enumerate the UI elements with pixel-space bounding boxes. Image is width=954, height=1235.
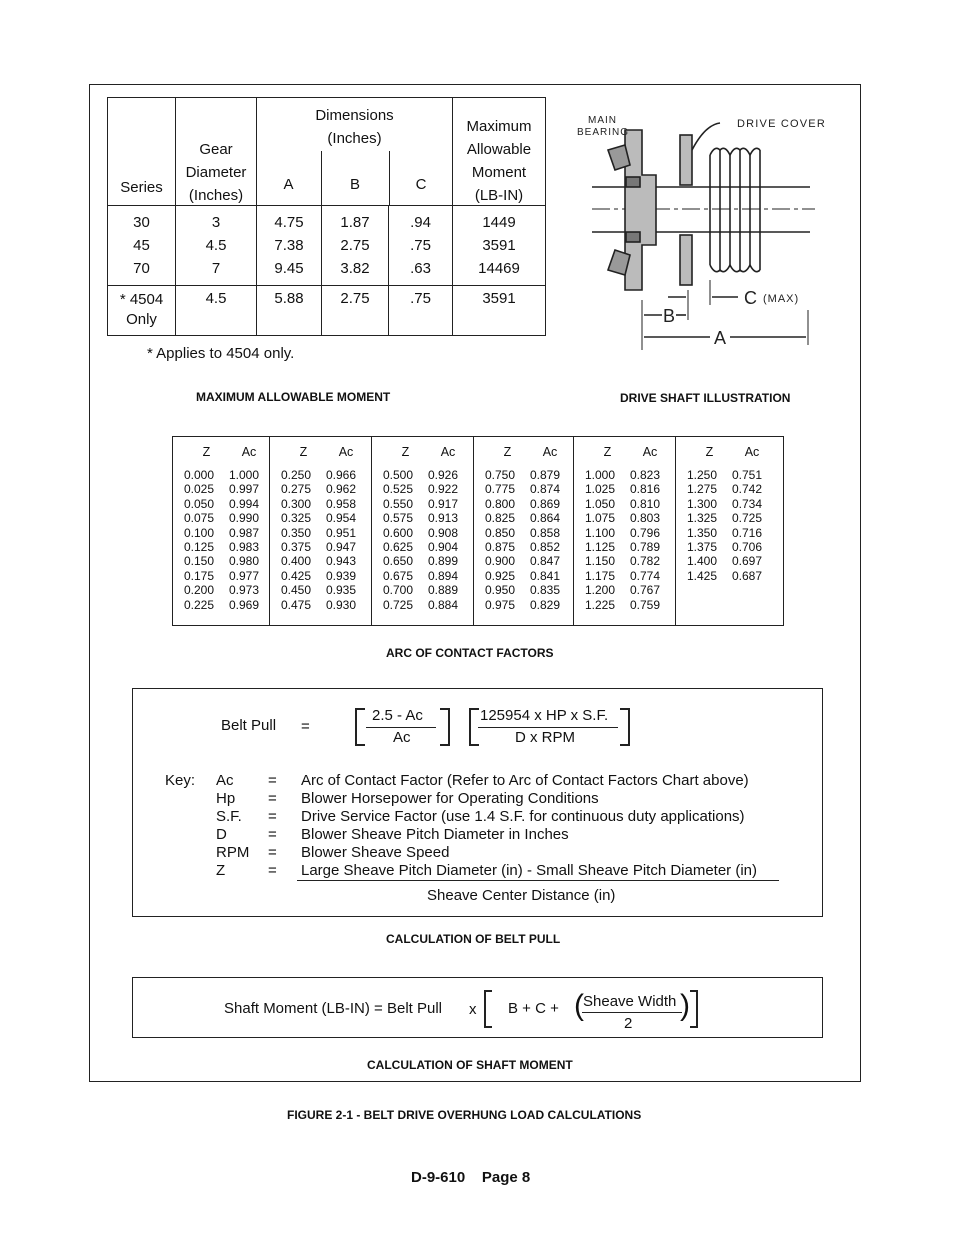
- ac-value: 0.884: [428, 597, 459, 612]
- ac-value: 0.908: [428, 525, 459, 540]
- arc-group-4: [474, 437, 574, 626]
- ac-value: 0.782: [630, 554, 661, 569]
- gear-header-2: Diameter: [185, 164, 247, 181]
- ac-value: 0.987: [229, 525, 260, 540]
- key-row: [216, 862, 757, 880]
- ac-value: 0.917: [428, 496, 459, 511]
- key-description: Blower Horsepower for Operating Conditions: [301, 790, 599, 807]
- ac-header: Ac: [241, 445, 257, 459]
- z-value: 0.925: [485, 568, 516, 583]
- dimension-table: [107, 97, 546, 336]
- footnote: * Applies to 4504 only.: [147, 345, 295, 362]
- z-value: 1.175: [585, 568, 616, 583]
- ac-value: 0.810: [630, 496, 661, 511]
- key-equals: =: [268, 844, 277, 861]
- frac1-numerator: 2.5 - Ac: [372, 707, 423, 724]
- th-gear: [176, 98, 257, 206]
- key-symbol: D: [216, 826, 227, 843]
- z-value: 0.675: [383, 568, 414, 583]
- ac-value: 0.874: [530, 482, 561, 497]
- th-max-moment: [453, 98, 546, 206]
- z-value: 0.525: [383, 482, 414, 497]
- sheave-bottom: [710, 265, 760, 272]
- ac-value: 0.789: [630, 539, 661, 554]
- ac-value: 0.994: [229, 496, 260, 511]
- bearing-ball-bottom: [626, 232, 640, 242]
- ac-value: 0.947: [326, 539, 357, 554]
- z-value: 0.175: [184, 568, 215, 583]
- z-value: 0.825: [485, 511, 516, 526]
- z-value: 0.375: [281, 539, 312, 554]
- caption-max-moment: MAXIMUM ALLOWABLE MOMENT: [196, 390, 391, 404]
- moment-header-4: (LB-IN): [474, 187, 524, 204]
- z-value: 0.125: [184, 539, 215, 554]
- ac-value: 0.774: [630, 568, 661, 583]
- bracket-right: [440, 708, 450, 746]
- ac-value: 0.706: [732, 539, 763, 554]
- z-value: 0.975: [485, 597, 516, 612]
- z-value: 0.750: [485, 468, 516, 482]
- key-symbol: Z: [216, 862, 226, 879]
- cell-series-main: [108, 206, 176, 286]
- cell-moment-main: [453, 206, 546, 286]
- moment-header-3: Moment: [471, 164, 527, 181]
- frac2-line: [478, 727, 618, 728]
- paren-right: ): [680, 989, 690, 1022]
- ac-value: 0.697: [732, 554, 763, 569]
- shaft-moment-x: x: [469, 1001, 477, 1018]
- ac-value: 0.958: [326, 496, 357, 511]
- ac-value: 0.962: [326, 482, 357, 497]
- key-equals: =: [268, 790, 277, 807]
- z-value: 0.275: [281, 482, 312, 497]
- z-header: Z: [503, 445, 512, 459]
- z-value: 1.300: [687, 496, 718, 511]
- belt-pull-equals: =: [301, 718, 310, 735]
- ac-header: Ac: [338, 445, 354, 459]
- caption-belt-pull: CALCULATION OF BELT PULL: [386, 932, 561, 946]
- frac2-denominator: D x RPM: [515, 729, 575, 746]
- series-30: 30: [133, 214, 150, 231]
- bearing-lower: [608, 250, 630, 275]
- ac-value: 0.725: [732, 511, 763, 526]
- z-value: 0.025: [184, 482, 215, 497]
- bracket-right: [690, 990, 698, 1028]
- ac-value: 0.879: [530, 468, 561, 482]
- ac-value: 0.935: [326, 583, 357, 598]
- arc-contact-table: [172, 436, 784, 626]
- ac-value: 0.864: [530, 511, 561, 526]
- ac-value: 0.852: [530, 539, 561, 554]
- sheave-width-denominator: 2: [624, 1015, 633, 1032]
- b-value: 3.82: [340, 260, 370, 277]
- ac-value: 0.899: [428, 554, 459, 569]
- z-value: 0.150: [184, 554, 215, 569]
- key-symbol: Ac: [216, 772, 234, 789]
- c-4504: .75: [389, 286, 453, 336]
- gear-value: 3: [211, 214, 221, 231]
- key-label: Key:: [165, 772, 196, 789]
- ac-value: 0.926: [428, 468, 459, 482]
- moment-value: 14469: [478, 260, 520, 277]
- ac-value: 0.841: [530, 568, 561, 583]
- z-value: 1.400: [687, 554, 718, 569]
- drive-cover-upper: [680, 135, 692, 185]
- cell-a-main: [257, 206, 322, 286]
- z-value: 0.875: [485, 539, 516, 554]
- z-value: 0.950: [485, 583, 516, 598]
- frac2-numerator: 125954 x HP x S.F.: [480, 707, 609, 724]
- series-4504: * 4504: [119, 291, 164, 308]
- z-value: 0.075: [184, 511, 215, 526]
- ac-value: 0.742: [732, 482, 763, 497]
- moment-value: 1449: [482, 214, 516, 231]
- c-value: .63: [410, 260, 431, 277]
- key-equals: =: [268, 826, 277, 843]
- ac-value: 0.829: [530, 597, 561, 612]
- label-a: A: [714, 328, 727, 348]
- gear-value: 7: [211, 260, 221, 277]
- key-row: [216, 826, 757, 844]
- ac-header: Ac: [642, 445, 658, 459]
- ac-value: 0.943: [326, 554, 357, 569]
- ac-value: 0.847: [530, 554, 561, 569]
- z-value: 1.325: [687, 511, 718, 526]
- z-value: 0.500: [383, 468, 414, 482]
- z-value: 0.625: [383, 539, 414, 554]
- z-value: 0.650: [383, 554, 414, 569]
- label-drive-cover: DRIVE COVER: [737, 118, 826, 130]
- z-value: 1.350: [687, 525, 718, 540]
- shaft-moment-lhs: Shaft Moment (LB-IN) = Belt Pull: [224, 1000, 442, 1017]
- ac-header: Ac: [542, 445, 558, 459]
- ac-value: 0.767: [630, 583, 661, 598]
- belt-pull-label: Belt Pull: [221, 717, 277, 734]
- c-value: .94: [410, 214, 431, 231]
- z-value: 1.075: [585, 511, 616, 526]
- moment-4504: 3591: [453, 286, 546, 336]
- z-header: Z: [603, 445, 612, 459]
- arc-group-6: [676, 437, 784, 626]
- z-value: 0.250: [281, 468, 312, 482]
- z-value: 0.725: [383, 597, 414, 612]
- label-bearing: BEARING: [577, 127, 630, 138]
- z-value: 0.550: [383, 496, 414, 511]
- dimensions-header-2: (Inches): [327, 130, 382, 147]
- ac-value: 0.997: [229, 482, 260, 497]
- z-value: 1.250: [687, 468, 718, 482]
- z-header: Z: [299, 445, 308, 459]
- ac-value: 0.869: [530, 496, 561, 511]
- key-description: Blower Sheave Pitch Diameter in Inches: [301, 826, 569, 843]
- ac-value: 0.930: [326, 597, 357, 612]
- z-value: 0.450: [281, 583, 312, 598]
- label-c: C: [744, 288, 757, 308]
- cell-gear-main: [176, 206, 257, 286]
- ac-value: 0.951: [326, 525, 357, 540]
- ac-value: 0.734: [732, 496, 763, 511]
- sheave-fraction-line: [582, 1012, 682, 1013]
- gear-header-1: Gear: [199, 141, 233, 158]
- key-equals: =: [268, 808, 277, 825]
- figure-caption: FIGURE 2-1 - BELT DRIVE OVERHUNG LOAD CALCULATIONS: [287, 1108, 642, 1122]
- ac-value: 0.966: [326, 468, 357, 482]
- key-description: Arc of Contact Factor (Refer to Arc of Contact Factors Chart above): [301, 772, 749, 789]
- paren-left: (: [574, 989, 584, 1022]
- z-value: 0.225: [184, 597, 215, 612]
- caption-shaft-moment: CALCULATION OF SHAFT MOMENT: [367, 1058, 573, 1072]
- z-value: 0.850: [485, 525, 516, 540]
- drive-shaft-illustration: [570, 105, 830, 355]
- sheave-grooves: [710, 150, 760, 270]
- ac-header: Ac: [744, 445, 760, 459]
- bearing-housing: [625, 130, 656, 290]
- abc-header-row: [256, 176, 453, 193]
- ac-value: 0.858: [530, 525, 561, 540]
- series-only: Only: [126, 311, 157, 328]
- drive-cover-leader: [692, 123, 720, 150]
- b-value: 1.87: [340, 214, 370, 231]
- cell-series-4504: [108, 286, 176, 336]
- z-value: 0.000: [184, 468, 215, 482]
- frac1-denominator: Ac: [393, 729, 411, 746]
- ac-value: 0.913: [428, 511, 459, 526]
- ac-value: 0.894: [428, 568, 459, 583]
- z-value: 1.200: [585, 583, 616, 598]
- ac-value: 0.816: [630, 482, 661, 497]
- z-value: 0.775: [485, 482, 516, 497]
- dimensions-header-1: Dimensions: [315, 107, 394, 124]
- z-value: 1.125: [585, 539, 616, 554]
- ac-value: 0.954: [326, 511, 357, 526]
- a-4504: 5.88: [257, 286, 322, 336]
- ac-value: 0.922: [428, 482, 459, 497]
- z-fraction-line: [297, 880, 779, 881]
- th-series: [108, 98, 176, 206]
- key-description: Large Sheave Pitch Diameter (in) - Small Sheave Pitch Diameter (in): [301, 862, 758, 879]
- z-value: 1.425: [687, 568, 718, 583]
- b-header: B: [349, 176, 360, 193]
- c-header: C: [415, 176, 427, 193]
- z-value: 0.200: [184, 583, 215, 598]
- ac-value: 0.716: [732, 525, 763, 540]
- page-number: D-9-610 Page 8: [411, 1169, 531, 1186]
- a-value: 9.45: [274, 260, 304, 277]
- arc-group-1: [173, 437, 270, 626]
- ac-value: 0.835: [530, 583, 561, 598]
- shaft-moment-bc: B + C +: [508, 1000, 559, 1017]
- z-value: 1.225: [585, 597, 616, 612]
- arc-group-3: [372, 437, 474, 626]
- key-row: [216, 772, 757, 790]
- z-value: 0.100: [184, 525, 215, 540]
- bracket-left: [484, 990, 492, 1028]
- ac-value: 0.889: [428, 583, 459, 598]
- ac-value: 0.687: [732, 568, 763, 583]
- key-equals: =: [268, 862, 277, 879]
- key-symbol: Hp: [216, 790, 236, 807]
- z-value: 0.050: [184, 496, 215, 511]
- ac-value: 0.939: [326, 568, 357, 583]
- b-4504: 2.75: [322, 286, 389, 336]
- ac-value: 0.990: [229, 511, 260, 526]
- z-value: 0.900: [485, 554, 516, 569]
- ac-value: 0.977: [229, 568, 260, 583]
- b-value: 2.75: [340, 237, 370, 254]
- label-main: MAIN: [588, 115, 617, 126]
- key-row: [216, 844, 757, 862]
- ac-value: 0.823: [630, 468, 661, 482]
- bracket-left: [355, 708, 365, 746]
- z-value: 1.100: [585, 525, 616, 540]
- caption-arc: ARC OF CONTACT FACTORS: [386, 646, 554, 660]
- moment-header-1: Maximum: [466, 118, 532, 135]
- key-symbol: S.F.: [216, 808, 242, 825]
- bearing-upper: [608, 145, 630, 170]
- z-header: Z: [202, 445, 211, 459]
- series-header: Series: [120, 179, 163, 196]
- ac-value: 0.751: [732, 468, 763, 482]
- frac1-line: [366, 727, 436, 728]
- ac-value: 0.983: [229, 539, 260, 554]
- key-symbol: RPM: [216, 844, 250, 861]
- z-header: Z: [401, 445, 410, 459]
- z-value: 0.575: [383, 511, 414, 526]
- gear-header-3: (Inches): [188, 187, 244, 204]
- moment-header-2: Allowable: [466, 141, 532, 158]
- z-value: 0.400: [281, 554, 312, 569]
- z-denominator: Sheave Center Distance (in): [427, 887, 616, 904]
- ac-value: 0.973: [229, 583, 260, 598]
- c-value: .75: [410, 237, 431, 254]
- arc-group-5: [574, 437, 676, 626]
- moment-value: 3591: [482, 237, 516, 254]
- z-value: 0.600: [383, 525, 414, 540]
- drive-cover-lower: [680, 235, 692, 285]
- sheave-width-numerator: Sheave Width: [583, 993, 677, 1010]
- arc-group-2: [270, 437, 372, 626]
- key-row: [216, 790, 757, 808]
- z-value: 1.025: [585, 482, 616, 497]
- key-list: [216, 772, 757, 880]
- label-b: B: [663, 306, 676, 326]
- gear-4504: 4.5: [176, 286, 257, 336]
- z-value: 1.000: [585, 468, 616, 482]
- bearing-ball-top: [626, 177, 640, 187]
- bracket-right: [620, 708, 630, 746]
- z-value: 0.325: [281, 511, 312, 526]
- gear-value: 4.5: [205, 237, 227, 254]
- z-value: 1.150: [585, 554, 616, 569]
- ac-header: Ac: [440, 445, 456, 459]
- z-value: 0.300: [281, 496, 312, 511]
- a-value: 7.38: [274, 237, 304, 254]
- z-value: 0.350: [281, 525, 312, 540]
- series-70: 70: [133, 260, 150, 277]
- z-value: 0.425: [281, 568, 312, 583]
- ac-value: 0.759: [630, 597, 661, 612]
- z-value: 1.375: [687, 539, 718, 554]
- key-equals: =: [268, 772, 277, 789]
- key-description: Blower Sheave Speed: [301, 844, 450, 861]
- ac-value: 0.969: [229, 597, 260, 612]
- z-value: 0.700: [383, 583, 414, 598]
- label-max: (MAX): [763, 293, 800, 305]
- sheave-top: [710, 148, 760, 155]
- z-header: Z: [705, 445, 714, 459]
- series-45: 45: [133, 237, 150, 254]
- z-value: 0.800: [485, 496, 516, 511]
- ac-value: 0.904: [428, 539, 459, 554]
- key-row: [216, 808, 757, 826]
- z-value: 1.275: [687, 482, 718, 497]
- z-value: 0.475: [281, 597, 312, 612]
- cell-c-main: [389, 206, 453, 286]
- caption-drive-shaft: DRIVE SHAFT ILLUSTRATION: [620, 391, 791, 405]
- key-description: Drive Service Factor (use 1.4 S.F. for continuous duty applications): [301, 808, 745, 825]
- cell-b-main: [322, 206, 389, 286]
- z-value: 1.050: [585, 496, 616, 511]
- ac-value: 1.000: [229, 468, 260, 482]
- ac-value: 0.796: [630, 525, 661, 540]
- a-header: A: [283, 176, 294, 193]
- ac-value: 0.980: [229, 554, 260, 569]
- ac-value: 0.803: [630, 511, 661, 526]
- a-value: 4.75: [274, 214, 304, 231]
